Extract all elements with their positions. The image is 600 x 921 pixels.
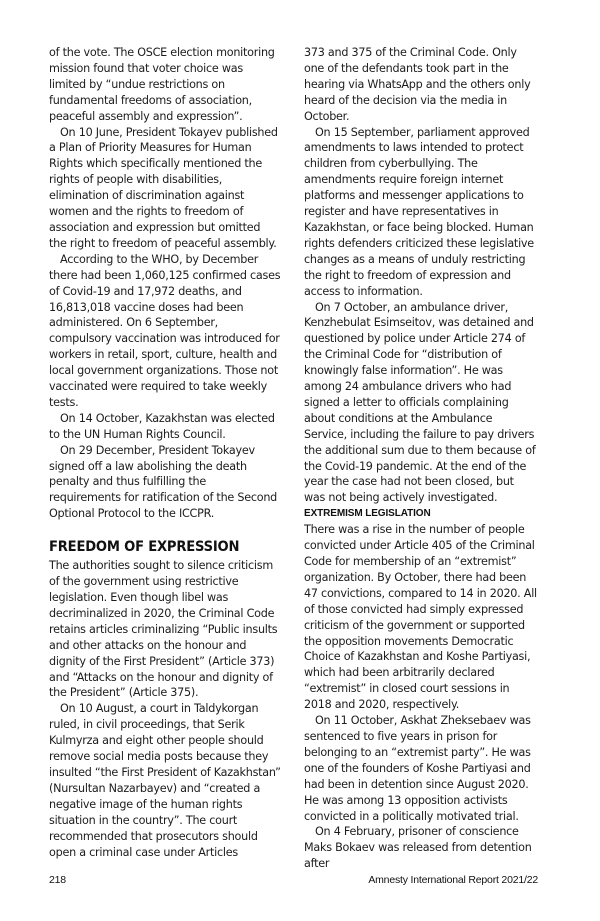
paragraph: On 15 September, parliament approved amendments to laws intended to protect children from cyberbullying. The amendments require foreign internet platforms and messenger applications to register and have representatives in Kazakhstan, or face being blocked. Human rights defenders criticized these legislative changes as a means of unduly restricting the right to freedom of expression and access to information. (304, 125, 534, 298)
paragraph: On 7 October, an ambulance driver, Kenzhebulat Esimseitov, was detained and questioned by police under Article 274 of the Criminal Code for “distribution of knowingly false information”. He was among 24 ambulance drivers who had signed a letter to officials complaining about conditions at the Ambulance Service, including the failure to pay drivers the additional sum due to them because of the Covid-19 pandemic. At the end of the year the case had not been closed, but was not being actively investigated. (304, 300, 536, 505)
paragraph: There was a rise in the number of people convicted under Article 405 of the Criminal Code for membership of an “extremist” organization. By October, there had been 47 convictions, compared to 14 in 2020. All of those convicted had simply expressed criticism of the government or supported the opposition movements Democratic Choice of Kazakhstan and Koshe Partiyasi, which had been arbitrarily declared “extremist” in closed court sessions in 2018 and 2020, respectively. (304, 523, 537, 712)
paragraph: 373 and 375 of the Criminal Code. Only one of the defendants took part in the hearing via WhatsApp and the others only heard of the decision via the media in October. (304, 46, 531, 123)
paragraph: of the vote. The OSCE election monitoring mission found that voter choice was limited by “undue restrictions on fundamental freedoms of association, peaceful assembly and expression”. (49, 46, 275, 123)
subsection-heading: EXTREMISM LEGISLATION (304, 508, 431, 520)
left-column (49, 45, 281, 860)
report-title: Amnesty International Report 2021/22 (368, 874, 538, 886)
paragraph: According to the WHO, by December there had been 1,060,125 confirmed cases of Covid-19 and 17,972 deaths, and 16,813,018 vaccine doses had been administered. On 6 September, compulsory vaccination was introduced for workers in retail, sport, culture, health and local government organizations. Those not vaccinated were required to take weekly tests. (49, 252, 281, 409)
paragraph: On 10 June, President Tokayev published a Plan of Priority Measures for Human Rights which specifically mentioned the rights of people with disabilities, elimination of discrimination against women and the rights to freedom of association and expression but omitted the right to freedom of peaceful assembly. (49, 125, 278, 250)
paragraph: The authorities sought to silence criticism of the government using restrictive legislation. Even though libel was decriminalized in 2020, the Criminal Code retains articles criminalizing “Public insults and other attacks on the honour and dignity of the First President” (Article 373) and “Attacks on the honour and dignity of the President” (Article 375). (49, 559, 278, 700)
page-number: 218 (49, 874, 66, 886)
paragraph: On 10 August, a court in Taldykorgan ruled, in civil proceedings, that Serik Kulmyrza and eight other people should remove social media posts because they insulted “the First President of Kazakhstan” (Nursultan Nazarbayev) and “created a negative image of the human rights situation in the country”. The court recommended that prosecutors should open a criminal case under Articles (49, 702, 281, 859)
paragraph: On 14 October, Kazakhstan was elected to the UN Human Rights Council. (49, 411, 275, 441)
section-heading: FREEDOM OF EXPRESSION (49, 538, 240, 556)
paragraph: On 11 October, Askhat Zheksebaev was sentenced to five years in prison for belonging to an “extremist party”. He was one of the founders of Koshe Partiyasi and had been in detention since August 2020. He was among 13 opposition activists convicted in a politically motivated trial. (304, 714, 531, 823)
paragraph: On 29 December, President Tokayev signed off a law abolishing the death penalty and thus fulfilling the requirements for ratification of the Second Optional Protocol to the ICCPR. (49, 443, 278, 521)
right-column (304, 45, 538, 872)
paragraph: On 4 February, prisoner of conscience Maks Bokaev was released from detention after (304, 825, 532, 871)
